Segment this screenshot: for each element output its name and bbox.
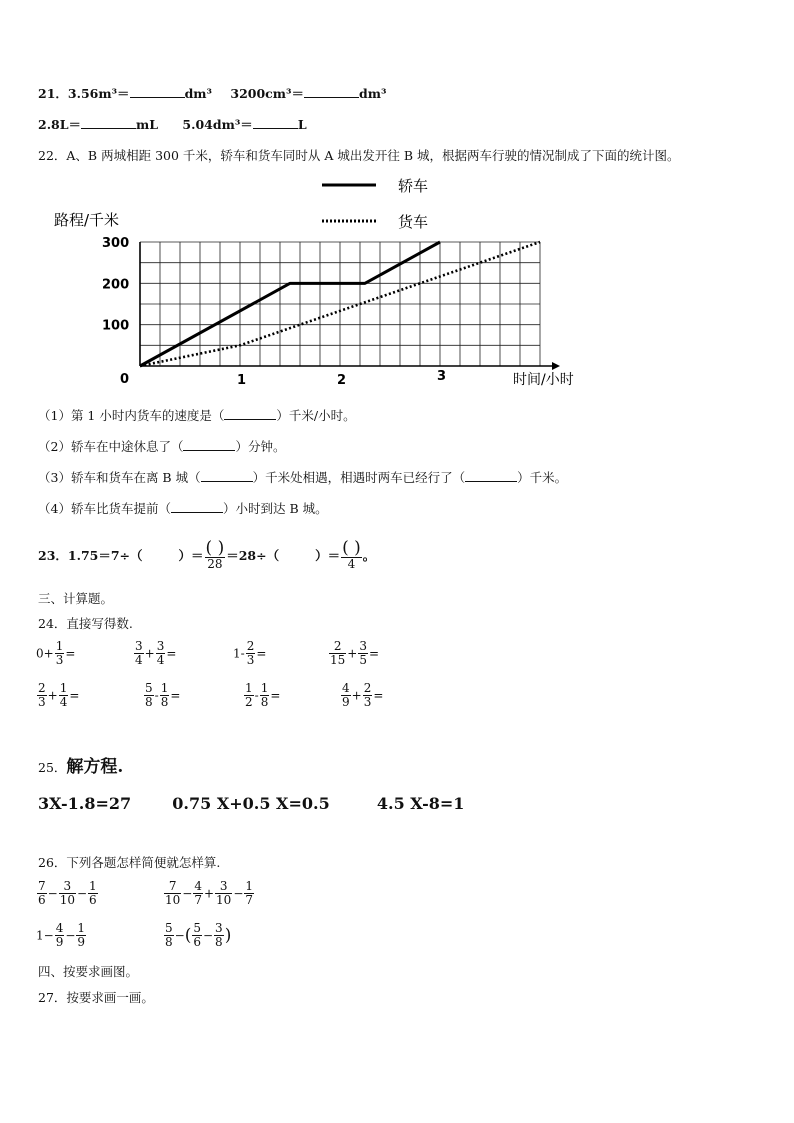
numerator: 3 [215, 880, 232, 894]
denominator: 7 [194, 893, 202, 907]
q23-frac2-denominator: 4 [347, 557, 356, 571]
numerator: 2 [363, 681, 372, 695]
y-tick-label: 100 [102, 318, 130, 334]
fraction [244, 682, 254, 709]
q22-sub4-blank[interactable] [171, 501, 223, 513]
q23-close1: ）＝ [178, 548, 204, 563]
fraction [55, 640, 65, 667]
q22-sub2-text-a: （2）轿车在中途休息了（ [38, 439, 184, 454]
denominator: 4 [156, 653, 165, 667]
fraction [144, 682, 154, 709]
q21-b-unit: dm³ [358, 86, 387, 101]
denominator: 15 [330, 653, 346, 667]
q23-blank1[interactable] [143, 550, 179, 561]
denominator: 3 [38, 695, 46, 709]
q22-sub2 [38, 437, 285, 455]
section-4-heading: 四、按要求画图。 [38, 964, 139, 979]
denominator: 3 [55, 653, 64, 667]
operator: - [154, 688, 159, 703]
denominator: 8 [160, 695, 169, 709]
numerator: 3 [135, 639, 143, 653]
q22-sub4-text-a: （4）轿车比货车提前（ [38, 501, 171, 516]
q21-a-unit: dm³ [184, 86, 213, 101]
q25-equation-1: 3X-1.8=27 [38, 794, 132, 813]
x-tick-label: 1 [237, 373, 247, 388]
q26-e1-frac-c [88, 880, 98, 907]
q24-item [340, 682, 383, 709]
right-paren: ) [224, 925, 232, 946]
q21-c-left: 2.8L＝ [38, 117, 82, 132]
fraction [363, 682, 373, 709]
q26-expr-1 [36, 880, 99, 907]
operator: + [351, 688, 362, 703]
numerator: 1 [89, 879, 97, 893]
numerator: 2 [246, 639, 255, 653]
left-paren: ( [184, 925, 192, 946]
equals-sign[interactable]: = [166, 646, 177, 661]
q26-title: 26．下列各题怎样简便就怎样算. [38, 855, 221, 870]
operator: + [347, 646, 358, 661]
equals-sign[interactable]: = [368, 646, 380, 661]
operator: + [47, 688, 58, 703]
q25-equation-3: 4.5 X-8=1 [376, 794, 465, 813]
q23-blank2[interactable] [279, 550, 315, 561]
fraction [59, 682, 69, 709]
operator: + [144, 646, 155, 661]
operator: − [76, 886, 88, 901]
fraction [156, 640, 166, 667]
q22-sub3-text-b: ）千米处相遇，相遇时两车已经行了（ [252, 470, 466, 485]
q21-d-left: 5.04dm³＝ [182, 117, 253, 132]
q23-end: 。 [362, 548, 376, 563]
operator: − [65, 928, 76, 943]
q22-sub4 [38, 499, 328, 517]
q21-c-blank[interactable] [81, 117, 136, 129]
q26-expr-2 [163, 880, 255, 907]
numerator: 4 [194, 879, 202, 893]
q22-sub2-text-b: ）分钟。 [235, 439, 286, 454]
q24-item [143, 682, 180, 709]
q25-equations [38, 794, 464, 813]
equals-sign[interactable]: = [256, 646, 267, 661]
denominator: 6 [89, 893, 97, 907]
q21-a-blank[interactable] [130, 86, 185, 98]
denominator: 5 [359, 653, 367, 667]
q26-e2-frac-b [193, 880, 203, 907]
numerator: 5 [145, 681, 153, 695]
equals-sign[interactable]: = [373, 688, 384, 703]
operator: − [233, 886, 244, 901]
denominator: 6 [38, 893, 46, 907]
origin-label: 0 [120, 372, 130, 387]
equals-sign[interactable]: = [69, 688, 80, 703]
q26-e2-frac-d [244, 880, 254, 907]
q26-expr-3 [36, 922, 87, 949]
q22-sub3-blank1[interactable] [201, 470, 253, 482]
operator: - [254, 688, 259, 703]
denominator: 9 [77, 935, 86, 949]
numerator: 7 [164, 880, 181, 894]
q24-item [328, 640, 379, 667]
q21-number: 21． [38, 86, 68, 101]
q22-sub1 [38, 406, 356, 424]
q24-item [243, 682, 280, 709]
q21-line1 [38, 84, 386, 102]
q22-sub1-text-b: ）千米/小时。 [276, 408, 356, 423]
operator: − [174, 928, 185, 943]
q21-c-unit: mL [136, 117, 159, 132]
numerator: 1 [160, 681, 169, 695]
q24-item [133, 640, 176, 667]
prefix: 1− [36, 928, 54, 943]
q26-expr-4 [163, 922, 231, 949]
numerator: 1 [245, 681, 253, 695]
prefix: 0+ [36, 646, 54, 661]
denominator: 7 [245, 893, 254, 907]
numerator: 5 [193, 921, 201, 935]
q26-e1-frac-a [37, 880, 47, 907]
q21-b-blank[interactable] [304, 86, 359, 98]
q25-number: 25． [38, 760, 67, 775]
q22-sub4-text-b: ）小时到达 B 城。 [222, 501, 328, 516]
numerator: 1 [77, 921, 86, 935]
numerator: 1 [260, 681, 269, 695]
q23-frac1-denominator: 28 [207, 557, 223, 571]
numerator: 3 [59, 880, 76, 894]
q26-e3-frac-b [76, 922, 86, 949]
section-3-heading: 三、计算题。 [38, 591, 114, 606]
q23-mid: ＝28÷（ [226, 548, 280, 563]
q27-text: 27．按要求画一画。 [38, 990, 154, 1005]
x-axis-label: 时间/小时 [513, 372, 574, 388]
q23-frac2-numerator[interactable]: ( ) [342, 538, 361, 558]
q21-d-unit: L [297, 117, 307, 132]
q22-sub3-blank2[interactable] [465, 470, 517, 482]
q23-fraction2 [341, 539, 362, 571]
denominator: 9 [342, 695, 350, 709]
q26-e1-frac-b [59, 880, 76, 907]
numerator: 2 [38, 681, 46, 695]
numerator: 5 [165, 921, 173, 935]
legend-label: 轿车 [398, 177, 429, 195]
operator: − [202, 928, 214, 943]
denominator: 2 [245, 695, 253, 709]
y-tick-label: 300 [102, 236, 130, 251]
q25-equation-2: 0.75 X+0.5 X=0.5 [172, 794, 330, 813]
y-tick-label: 200 [102, 277, 130, 293]
q26-e3-frac-a [55, 922, 65, 949]
numerator: 3 [359, 639, 367, 653]
q23-frac1-numerator[interactable]: ( ) [205, 538, 225, 558]
numerator: 4 [55, 921, 64, 935]
fraction [358, 640, 368, 667]
numerator: 2 [329, 640, 346, 654]
q23-start: 1.75＝7÷（ [67, 548, 143, 563]
fraction [341, 682, 351, 709]
q23-number: 23． [38, 548, 68, 563]
q24-title: 24．直接写得数. [38, 616, 133, 631]
denominator: 10 [59, 893, 75, 907]
legend-label: 货车 [398, 213, 429, 231]
q24-item [36, 682, 79, 709]
denominator: 10 [216, 893, 232, 907]
equals-sign[interactable]: = [65, 646, 76, 661]
q24-item [36, 640, 75, 667]
q22-sub3 [38, 468, 567, 486]
travel-chart [0, 168, 794, 398]
q26-e4-frac-b [192, 922, 202, 949]
q23-fraction1 [205, 539, 226, 571]
numerator: 3 [215, 921, 223, 935]
x-axis-arrow [552, 362, 560, 370]
fraction [37, 682, 47, 709]
fraction [329, 640, 346, 667]
q21-a-left: 3.56m³＝ [67, 86, 130, 101]
q22-sub2-blank[interactable] [183, 439, 235, 451]
q26-e4-frac-c [214, 922, 224, 949]
q21-d-blank[interactable] [253, 117, 298, 129]
fraction [246, 640, 256, 667]
numerator: 1 [245, 879, 254, 893]
equals-sign[interactable]: = [170, 688, 181, 703]
denominator: 3 [363, 695, 372, 709]
denominator: 8 [215, 935, 223, 949]
q22-sub1-blank[interactable] [224, 408, 276, 420]
operator: + [203, 886, 215, 901]
denominator: 6 [193, 935, 201, 949]
denominator: 9 [55, 935, 64, 949]
fraction [160, 682, 170, 709]
q22-sub1-text-a: （1）第 1 小时内货车的速度是（ [38, 408, 225, 423]
q22-text: 22．A、B 两城相距 300 千米，轿车和货车同时从 A 城出发开往 B 城，根据两车行驶的情况制成了下面的统计图。 [38, 148, 680, 163]
numerator: 3 [156, 639, 165, 653]
denominator: 4 [59, 695, 68, 709]
denominator: 4 [135, 653, 143, 667]
q23-close2: ）＝ [315, 548, 341, 563]
q25-title [38, 752, 123, 777]
fraction [260, 682, 270, 709]
x-tick-label: 2 [337, 373, 347, 388]
q21-line2 [38, 115, 307, 133]
denominator: 8 [165, 935, 173, 949]
numerator: 4 [342, 681, 350, 695]
denominator: 10 [165, 893, 181, 907]
operator: − [47, 886, 58, 901]
y-axis-label: 路程/千米 [54, 211, 120, 229]
x-tick-label: 3 [437, 369, 447, 384]
numerator: 1 [59, 681, 68, 695]
numerator: 7 [38, 879, 46, 893]
q25-heading: 解方程. [66, 757, 124, 777]
numerator: 1 [55, 639, 64, 653]
q23-line [38, 533, 375, 577]
prefix: 1- [233, 646, 245, 661]
q22-sub3-text-a: （3）轿车和货车在离 B 城（ [38, 470, 201, 485]
denominator: 3 [246, 653, 255, 667]
q26-e2-frac-c [215, 880, 232, 907]
equals-sign[interactable]: = [270, 688, 281, 703]
q22-sub3-text-c: ）千米。 [517, 470, 568, 485]
operator: − [182, 886, 193, 901]
q21-b-left: 3200cm³＝ [230, 86, 304, 101]
denominator: 8 [260, 695, 269, 709]
q26-e4-frac-a [164, 922, 174, 949]
fraction [134, 640, 144, 667]
q24-item [233, 640, 266, 667]
denominator: 8 [145, 695, 153, 709]
q26-e2-frac-a [164, 880, 181, 907]
